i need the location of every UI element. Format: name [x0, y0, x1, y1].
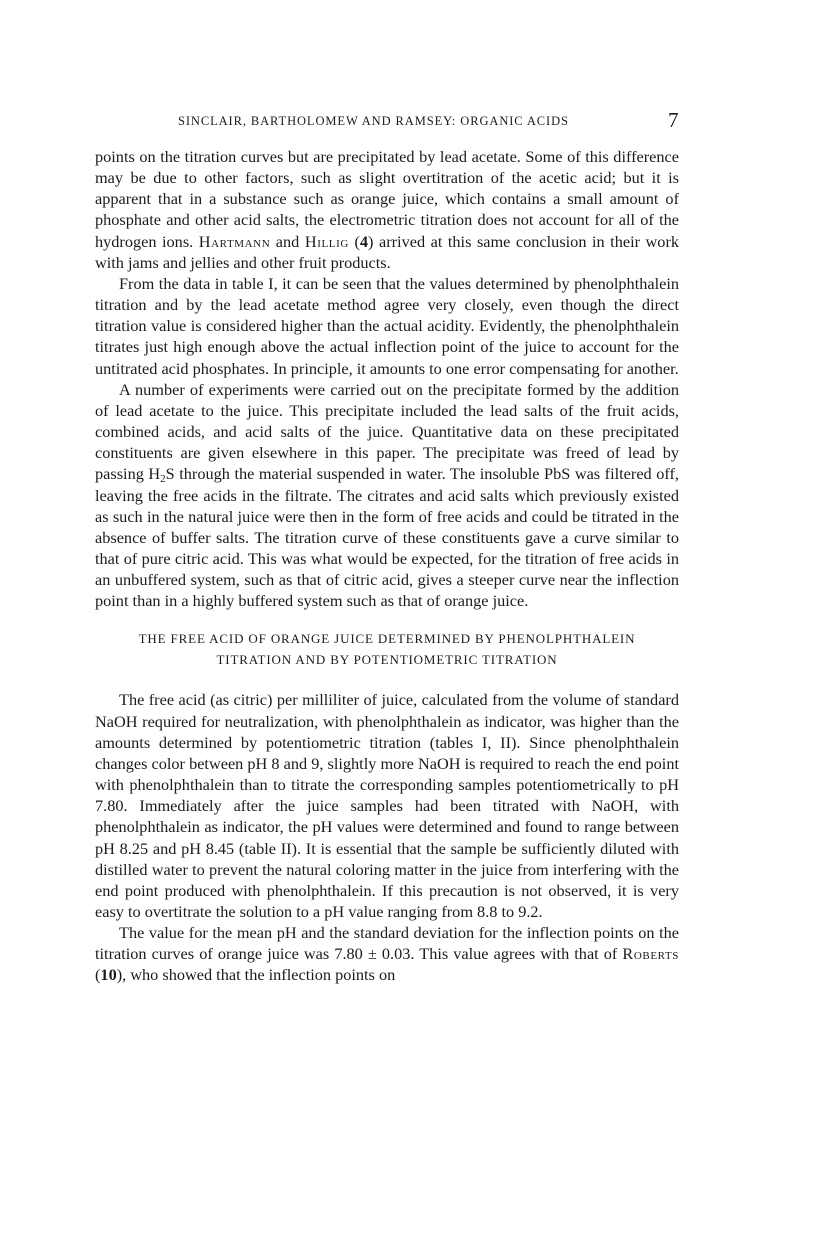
paragraph-text: From the data in table I, it can be seen that the values determined by phenolphthalein titration and by the lead acetate method agree very closely, even though the direct titration value is considered higher than the actual acidity. Evidently, the phenolphthalein titrates just high enough above the actual inflection point of the juice to account for the untitrated acid phosphates. In principle, it amounts to one error compensating for another. [95, 273, 679, 378]
paragraph-text: ( [348, 231, 360, 251]
reference-number: 10 [100, 965, 117, 985]
paragraph-text: The value for the mean pH and the standard deviation for the inflection points on the titration curves of orange juice was 7.80 ± 0.03. This value agrees with that of [95, 923, 679, 964]
paragraph-text: points on the titration curves but are precipitated by lead acetate. Some of this difference may be due to other factors, such as slight overtitration of the acetic acid; but it is apparent that in a substance such as orange juice, which contains a small amount of phosphate and other acid salts, the electrometric titration does not account for all of the hydrogen ions. [95, 147, 679, 251]
paragraph [95, 146, 679, 273]
author-citation: Roberts [622, 944, 679, 964]
author-citation: Hartmann [198, 231, 271, 251]
paragraph-text: ( [95, 965, 101, 985]
paragraph-text: S through the material suspended in water. The insoluble PbS was filtered off, leaving the free acids in the filtrate. The citrates and acid salts which previously existed as such in the natural juice were then in the form of free acids and could be titrated in the absence of buffer salts. The titration curve of these constituents gave a curve similar to that of pure citric acid. This was what would be expected, for the titration of free acids in an unbuffered system, such as that of citric acid, gives a steeper curve near the inflection point than in a highly buffered system such as that of orange juice. [95, 464, 679, 611]
body-text [95, 146, 679, 986]
paragraph-text: ) arrived at this same conclusion in their work with jams and jellies and other fruit products. [95, 231, 680, 272]
subscript: 2 [160, 473, 166, 486]
paragraph-text: ), who showed that the inflection points on [116, 965, 396, 985]
page-number: 7 [668, 108, 679, 132]
paragraph-text: and [270, 231, 305, 251]
reference-number: 4 [359, 231, 369, 251]
paragraphs-before-heading [95, 146, 679, 611]
section-heading-line-2: TITRATION AND BY POTENTIOMETRIC TITRATION [216, 652, 558, 668]
paragraph-text: The free acid (as citric) per milliliter of juice, calculated from the volume of standard NaOH required for neutralization, with phenolphthalein as indicator, was higher than the amounts determined by potentiometric titration (tables I, II). Since phenolphthalein changes color between pH 8 and 9, slightly more NaOH is required to reach the end point with phenolphthalein than to titrate the corresponding samples potentiometrically to pH 7.80. Immediately after the juice samples had been titrated with NaOH, with phenolphthalein as indicator, the pH values were determined and found to range between pH 8.25 and pH 8.45 (table II). It is essential that the sample be sufficiently diluted with distilled water to prevent the natural coloring matter in the juice from interfering with the end point produced with phenolphthalein. If this precaution is not observed, it is very easy to overtitrate the solution to a pH value ranging from 8.8 to 9.2. [95, 690, 679, 921]
paragraph-text: A number of experiments were carried out on the precipitate formed by the addition of lead acetate to the juice. This precipitate included the lead salts of the fruit acids, combined acids, and acid salts of the juice. Quantitative data on these precipitated constituents are given elsewhere in this paper. The precipitate was freed of lead by passing H [95, 379, 679, 484]
running-header [0, 110, 816, 136]
paragraph [95, 922, 679, 985]
paragraph [95, 689, 679, 922]
paragraph [95, 273, 679, 379]
paragraph [95, 379, 679, 612]
paragraphs-after-heading [95, 689, 679, 985]
running-title: SINCLAIR, BARTHOLOMEW AND RAMSEY: ORGANIC ACIDS [178, 114, 569, 128]
section-heading-line-1: THE FREE ACID OF ORANGE JUICE DETERMINED BY PHENOLPHTHALEIN [138, 631, 636, 647]
author-citation: Hillig [304, 231, 349, 251]
section-heading [95, 628, 679, 670]
